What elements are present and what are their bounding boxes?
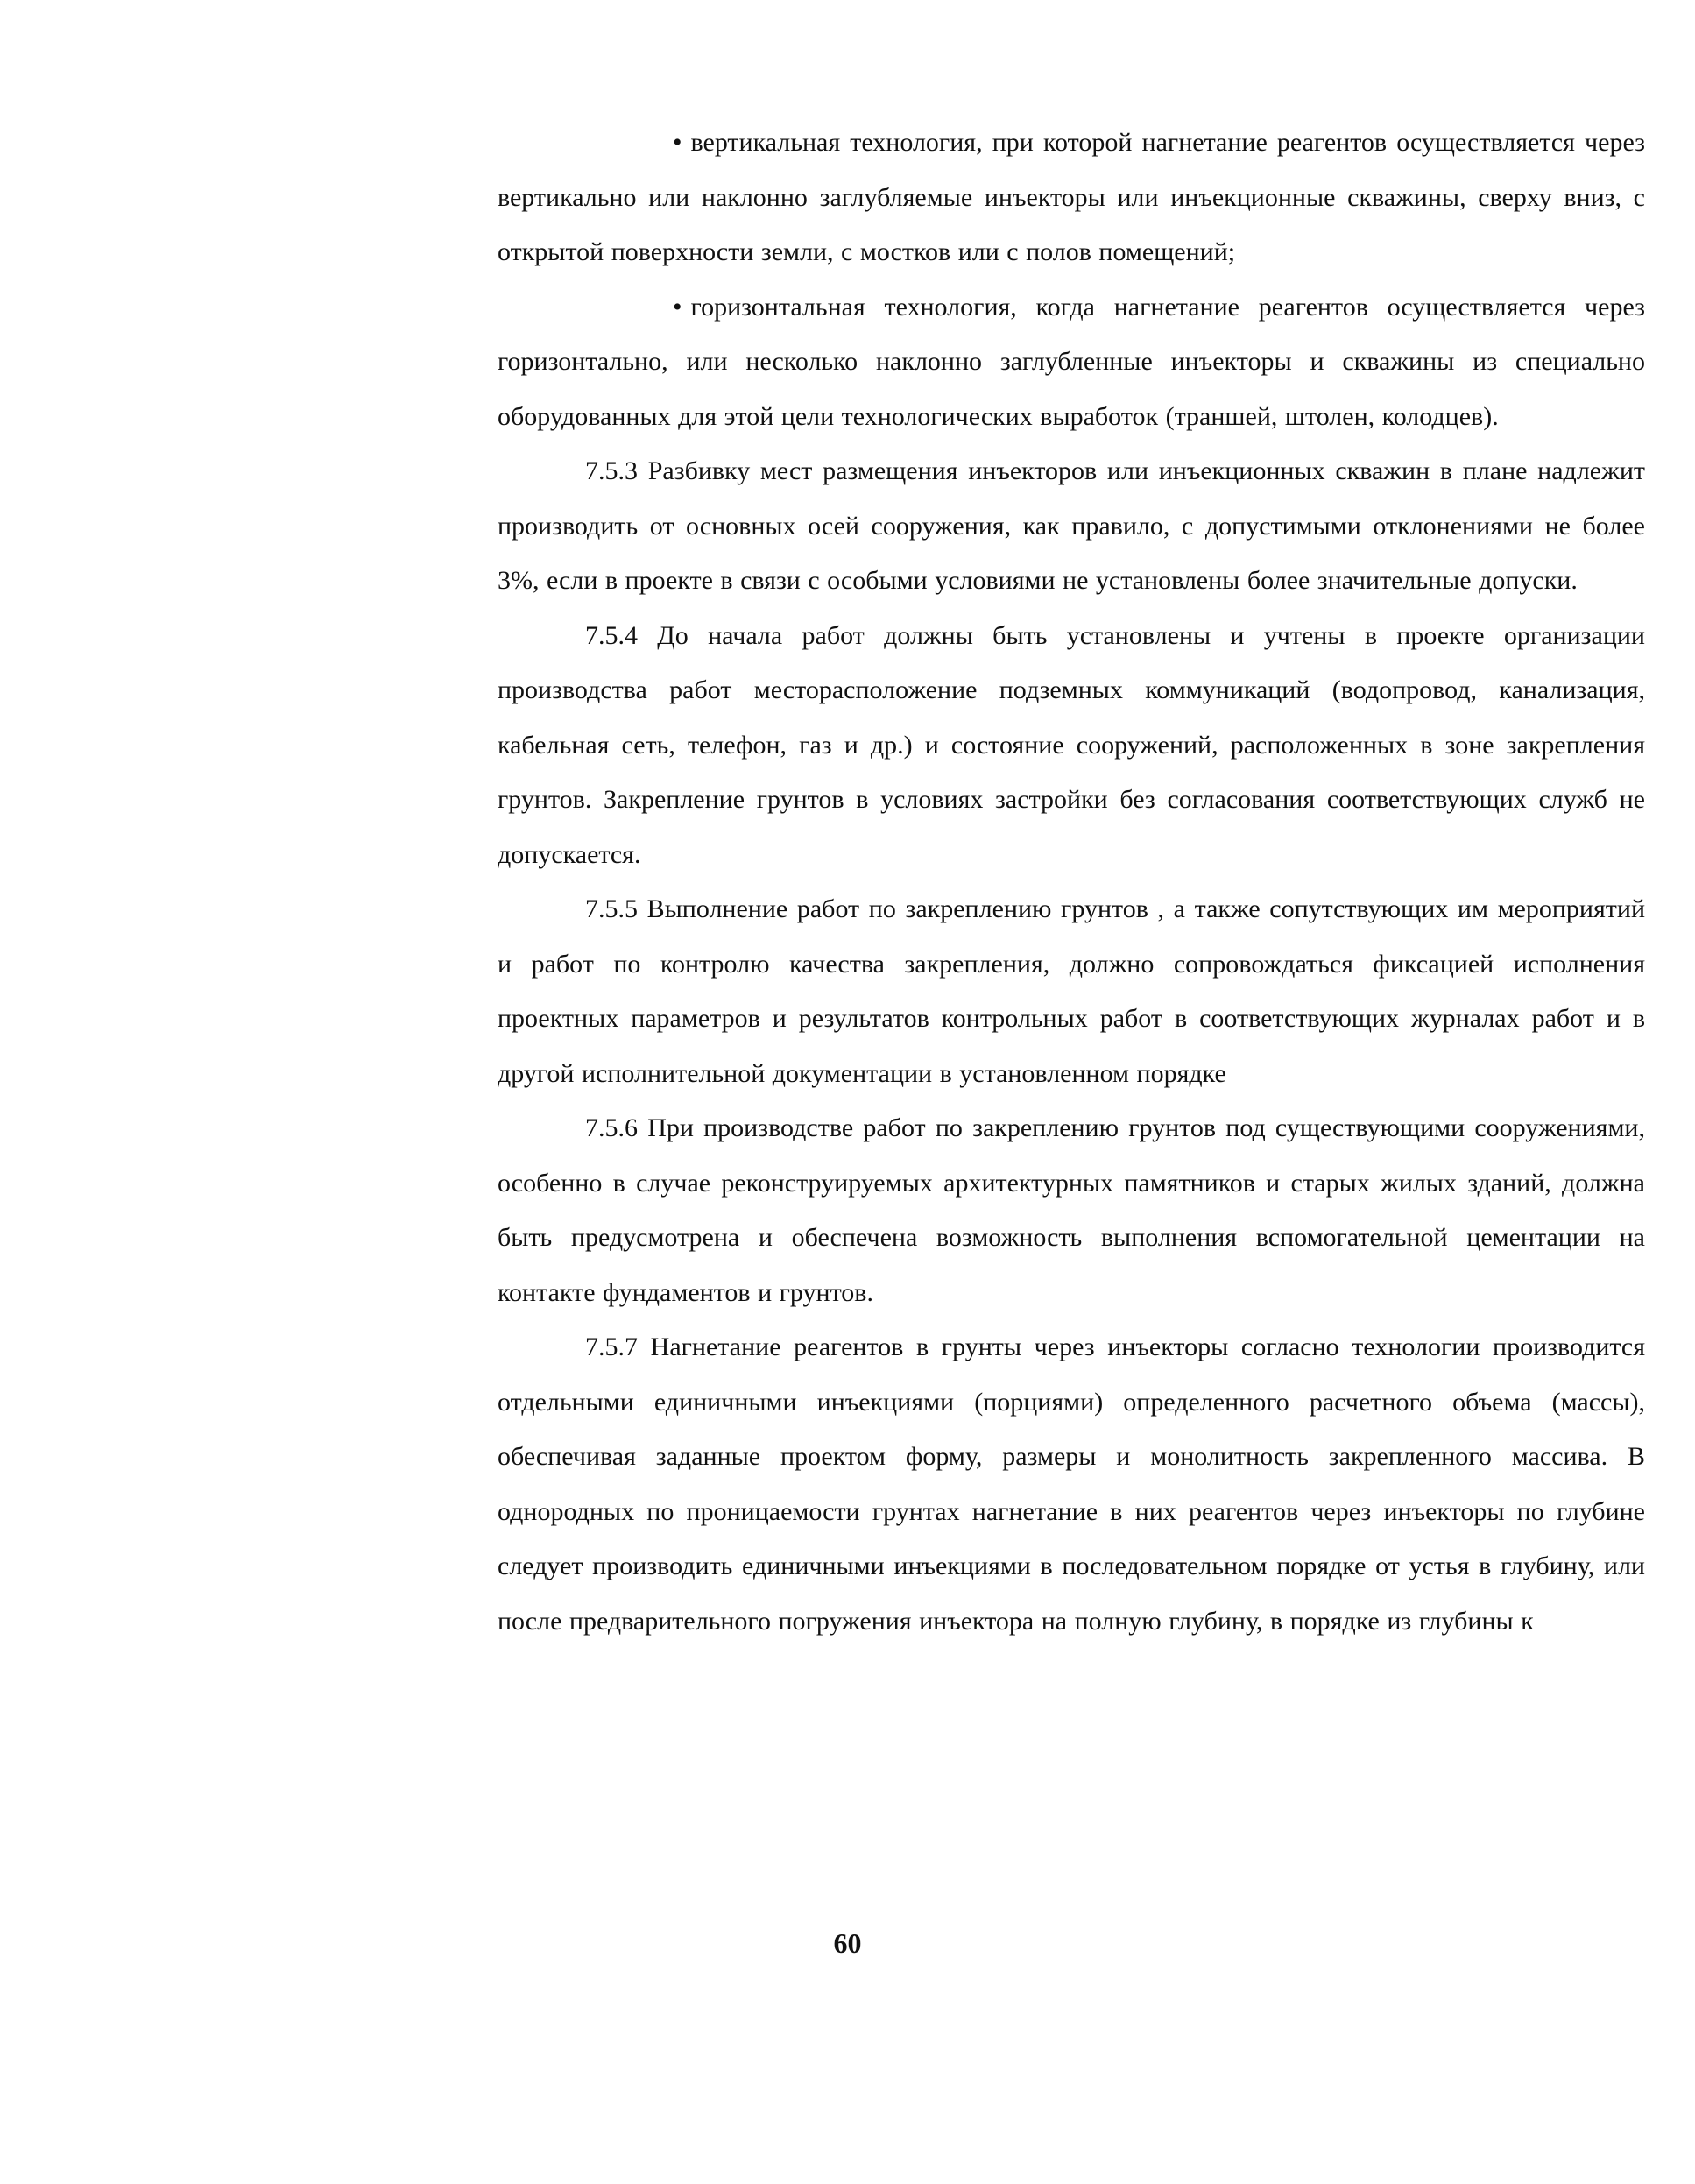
page-number: 60 [833, 1927, 862, 1959]
paragraph-7-5-6: 7.5.6 При производстве работ по закреплению грунтов под существующими сооружениями, особенно в случае реконструируемых архитектурных памятников и старых жилых зданий, должна быть предусмотрена и обеспечена возможность выполнения вспомогательной цементации на контакте фундаментов и грунтов. [498, 1113, 1645, 1307]
paragraph-text: горизонтальная технология, когда нагнетание реагентов осуществляется через горизонтально, или несколько наклонно заглубленные инъекторы и скважины из специально оборудованных для этой цели технологических выработок (траншей, штолен, колодцев). [498, 292, 1645, 431]
paragraph-text: вертикальная технология, при которой нагнетание реагентов осуществляется через вертикально или наклонно заглубляемые инъекторы или инъекционные скважины, сверху вниз, с открытой поверхности земли, с мостков или с полов помещений; [498, 128, 1645, 266]
bullet-paragraph-horizontal-technology [498, 280, 1645, 445]
bullet-icon: • [673, 292, 682, 322]
bullet-icon: • [673, 128, 682, 157]
paragraph-7-5-5: 7.5.5 Выполнение работ по закреплению грунтов , а также сопутствующих им мероприятий и работ по контролю качества закрепления, должно сопровождаться фиксацией исполнения проектных параметров и результатов контрольных работ в соответствующих журналах работ и в другой исполнительной документации в установленном порядке [498, 894, 1645, 1088]
bullet-paragraph-vertical-technology [498, 116, 1645, 280]
document-page [498, 116, 1645, 1649]
paragraph-7-5-7: 7.5.7 Нагнетание реагентов в грунты через инъекторы согласно технологии производится отдельными единичными инъекциями (порциями) определенного расчетного объема (массы), обеспечивая заданные проектом форму, размеры и монолитность закрепленного массива. В однородных по проницаемости грунтах нагнетание в них реагентов через инъекторы по глубине следует производить единичными инъекциями в последовательном порядке от устья в глубину, или после предварительного погружения инъектора на полную глубину, в порядке из глубины к [498, 1332, 1645, 1636]
paragraph-7-5-4: 7.5.4 До начала работ должны быть установлены и учтены в проекте организации производства работ месторасположение подземных коммуникаций (водопровод, канализация, кабельная сеть, телефон, газ и др.) и состояние сооружений, расположенных в зоне закрепления грунтов. Закрепление грунтов в условиях застройки без согласования соответствующих служб не допускается. [498, 620, 1645, 869]
paragraph-7-5-3: 7.5.3 Разбивку мест размещения инъекторов или инъекционных скважин в плане надлежит производить от основных осей сооружения, как правило, с допустимыми отклонениями не более 3%, если в проекте в связи с особыми условиями не установлены более значительные допуски. [498, 456, 1645, 595]
